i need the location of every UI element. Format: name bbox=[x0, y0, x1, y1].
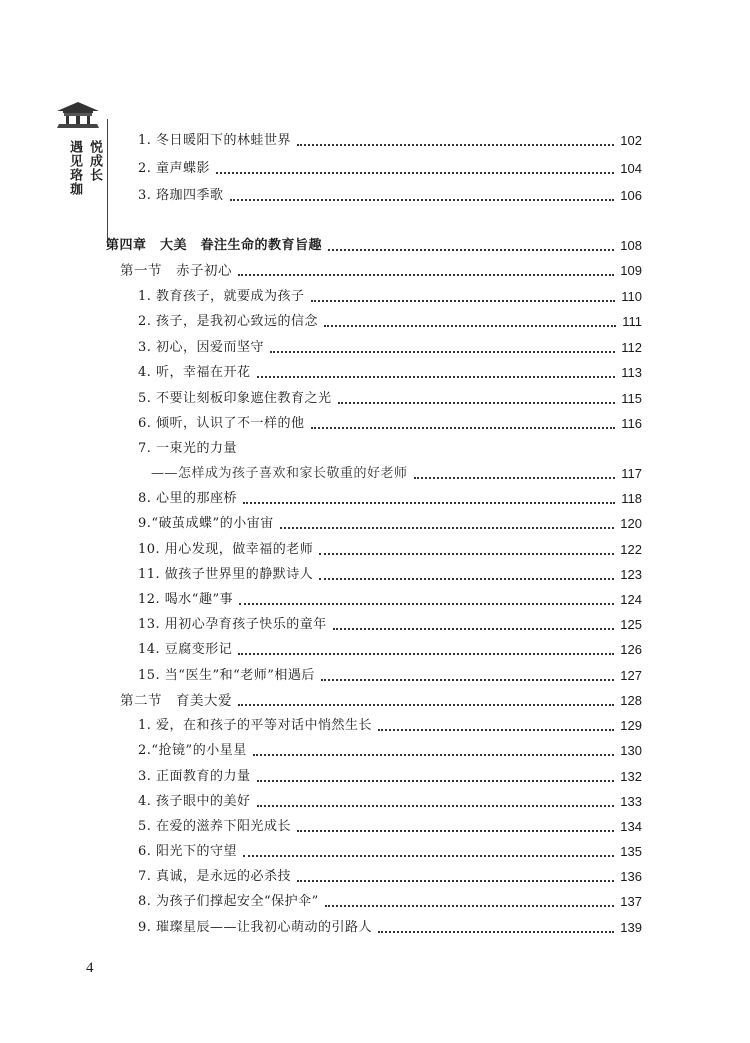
toc-dot-leader bbox=[333, 628, 614, 630]
book-title-part-1: 遇见珞珈 bbox=[67, 140, 82, 196]
toc-entry-title: 7. 真诚，是永远的必杀技 bbox=[138, 869, 292, 884]
toc-entry-title: 5. 不要让刻板印象遮住教育之光 bbox=[138, 391, 332, 406]
toc-dot-leader bbox=[239, 603, 614, 605]
toc-dot-leader bbox=[319, 553, 614, 555]
toc-page-number: 123 bbox=[620, 567, 642, 582]
toc-entry-title: 第四章 大美 眷注生命的教育旨趣 bbox=[106, 238, 323, 253]
toc-entry bbox=[138, 919, 642, 937]
toc-page-number: 126 bbox=[620, 642, 642, 657]
toc-dot-leader bbox=[280, 527, 615, 529]
toc-dot-leader bbox=[253, 754, 615, 756]
toc-dot-leader bbox=[238, 274, 614, 276]
toc-page-number: 112 bbox=[621, 340, 642, 355]
toc-dot-leader bbox=[414, 477, 616, 479]
toc-page-number: 106 bbox=[620, 188, 642, 203]
toc-page-number: 137 bbox=[620, 894, 642, 909]
toc-page-number: 115 bbox=[621, 391, 642, 406]
toc-entry bbox=[138, 641, 642, 659]
toc-page-number: 133 bbox=[620, 794, 642, 809]
toc-page-number: 134 bbox=[620, 819, 642, 834]
toc-entry-title: 2. 孩子，是我初心致远的信念 bbox=[138, 314, 319, 329]
toc-entry bbox=[138, 793, 642, 811]
toc-entry bbox=[138, 868, 642, 886]
toc-entry bbox=[138, 132, 642, 150]
toc-page-number: 110 bbox=[621, 289, 642, 304]
toc-page-number: 104 bbox=[620, 161, 642, 176]
book-title-part-2: 悦成长 bbox=[87, 140, 102, 182]
toc-entry-title: 3. 初心，因爱而坚守 bbox=[138, 340, 265, 355]
toc-dot-leader bbox=[257, 805, 615, 807]
toc-entry-title: 9. 璀璨星辰——让我初心萌动的引路人 bbox=[138, 920, 373, 935]
toc-dot-leader bbox=[297, 144, 614, 146]
toc-page-number: 108 bbox=[620, 238, 642, 253]
toc-dot-leader bbox=[238, 704, 614, 706]
toc-entry bbox=[138, 768, 642, 786]
toc-dot-leader bbox=[378, 931, 614, 933]
toc-dot-leader bbox=[321, 679, 614, 681]
toc-entry bbox=[138, 160, 642, 178]
toc-entry-title: ——怎样成为孩子喜欢和家长敬重的好老师 bbox=[151, 466, 408, 481]
toc-dot-leader bbox=[297, 830, 614, 832]
toc-entry-title: 7. 一束光的力量 bbox=[138, 441, 238, 456]
toc-page-number: 117 bbox=[621, 466, 642, 481]
toc-entry bbox=[138, 667, 642, 685]
toc-entry-title: 5. 在爱的滋养下阳光成长 bbox=[138, 819, 292, 834]
toc-page-number: 120 bbox=[620, 516, 642, 531]
toc-entry bbox=[138, 566, 642, 584]
toc-entry bbox=[138, 515, 642, 533]
toc-entry bbox=[138, 541, 642, 559]
toc-dot-leader bbox=[328, 249, 614, 251]
toc-page-number: 130 bbox=[620, 743, 642, 758]
toc-entry bbox=[106, 237, 642, 255]
toc-entry bbox=[138, 591, 642, 609]
toc-dot-leader bbox=[325, 905, 614, 907]
page-number: 4 bbox=[86, 960, 94, 976]
toc-entry-title: 第二节 育美大爱 bbox=[120, 693, 232, 709]
toc-entry-title: 1. 爱，在和孩子的平等对话中悄然生长 bbox=[138, 718, 373, 733]
toc-dot-leader bbox=[270, 351, 615, 353]
toc-page-number: 124 bbox=[620, 592, 642, 607]
toc-dot-leader bbox=[297, 880, 614, 882]
toc-entry bbox=[138, 187, 642, 205]
toc-page-number: 129 bbox=[620, 718, 642, 733]
toc-page-number: 118 bbox=[621, 491, 642, 506]
toc-entry-title: 6. 倾听，认识了不一样的他 bbox=[138, 416, 305, 431]
toc-page-number: 122 bbox=[620, 542, 642, 557]
toc-entry-title: 1. 教育孩子，就要成为孩子 bbox=[138, 289, 305, 304]
toc-entry bbox=[138, 390, 642, 408]
toc-entry-title: 8. 心里的那座桥 bbox=[138, 491, 238, 506]
toc-entry-title: 12. 喝水“趣”事 bbox=[138, 592, 234, 607]
toc-entry-title: 2. 童声蝶影 bbox=[138, 161, 211, 176]
toc-dot-leader bbox=[311, 427, 616, 429]
toc-page-number: 125 bbox=[620, 617, 642, 632]
toc-page-number: 113 bbox=[621, 365, 642, 380]
toc-dot-leader bbox=[311, 300, 616, 302]
toc-page-number: 127 bbox=[620, 668, 642, 683]
toc-page-number: 111 bbox=[622, 314, 642, 329]
toc-entry bbox=[138, 339, 642, 357]
toc-dot-leader bbox=[216, 172, 614, 174]
toc-entry bbox=[138, 415, 642, 433]
toc-entry bbox=[138, 313, 642, 331]
toc-page-number: 135 bbox=[620, 844, 642, 859]
toc-dot-leader bbox=[338, 402, 616, 404]
toc-page-number: 109 bbox=[620, 263, 642, 278]
toc-entry-title: 4. 听，幸福在开花 bbox=[138, 365, 251, 380]
toc-entry-title: 11. 做孩子世界里的静默诗人 bbox=[138, 567, 314, 582]
toc-entry bbox=[138, 893, 642, 911]
toc-dot-leader bbox=[257, 376, 616, 378]
toc-entry-title: 13. 用初心孕育孩子快乐的童年 bbox=[138, 617, 327, 632]
toc-page-number: 136 bbox=[620, 869, 642, 884]
toc-dot-leader bbox=[324, 325, 616, 327]
toc-dot-leader bbox=[319, 578, 614, 580]
toc-page-number: 139 bbox=[620, 920, 642, 935]
toc-entry-title: 9.“破茧成蝶”的小宙宙 bbox=[138, 516, 274, 531]
toc-dot-leader bbox=[378, 729, 614, 731]
toc-page-number: 132 bbox=[620, 769, 642, 784]
toc-entry-title: 15. 当“医生”和“老师”相遇后 bbox=[138, 668, 315, 683]
toc-dot-leader bbox=[238, 653, 614, 655]
toc-dot-leader bbox=[257, 780, 615, 782]
toc-entry bbox=[138, 616, 642, 634]
toc-page-number: 116 bbox=[621, 416, 642, 431]
toc-entry bbox=[138, 490, 642, 508]
toc-dot-leader bbox=[243, 855, 614, 857]
toc-page-number: 102 bbox=[620, 133, 642, 148]
toc-entry-title: 2.“抢镜”的小星星 bbox=[138, 743, 247, 758]
toc-entry bbox=[138, 440, 642, 458]
toc-entry bbox=[138, 742, 642, 760]
toc-entry-title: 3. 正面教育的力量 bbox=[138, 769, 251, 784]
toc-entry bbox=[138, 717, 642, 735]
toc-entry bbox=[120, 692, 642, 710]
toc-entry-title: 10. 用心发现，做幸福的老师 bbox=[138, 542, 314, 557]
toc-entry-title: 第一节 赤子初心 bbox=[120, 263, 232, 279]
toc-entry bbox=[120, 262, 642, 280]
toc-entry bbox=[138, 288, 642, 306]
toc-dot-leader bbox=[243, 502, 615, 504]
toc-entry bbox=[138, 364, 642, 382]
toc-dot-leader bbox=[230, 199, 615, 201]
toc-entry bbox=[138, 843, 642, 861]
toc-entry-title: 1. 冬日暖阳下的林蛙世界 bbox=[138, 133, 292, 148]
toc-entry bbox=[138, 818, 642, 836]
toc-entry-title: 4. 孩子眼中的美好 bbox=[138, 794, 251, 809]
toc-entry bbox=[151, 465, 642, 483]
toc-entry-title: 3. 珞珈四季歌 bbox=[138, 188, 224, 203]
toc-entry-title: 8. 为孩子们撑起安全“保护伞” bbox=[138, 894, 319, 909]
toc-entry-title: 6. 阳光下的守望 bbox=[138, 844, 238, 859]
toc-page-number: 128 bbox=[620, 693, 642, 708]
toc-entry-title: 14. 豆腐变形记 bbox=[138, 642, 233, 657]
